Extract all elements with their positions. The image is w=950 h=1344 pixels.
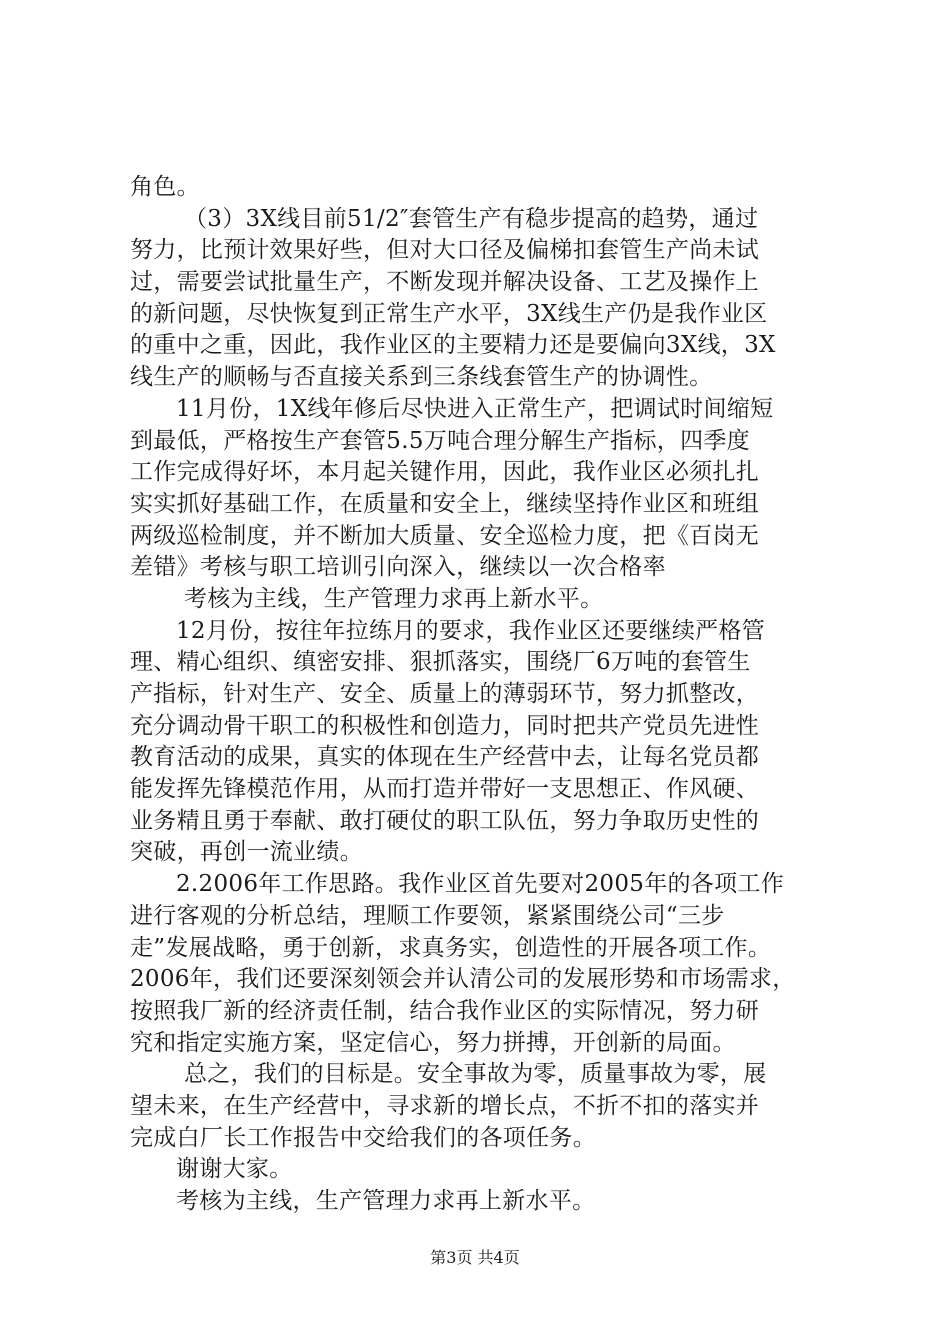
- text-line: 到最低，严格按生产套管5.5万吨合理分解生产指标，四季度: [130, 427, 750, 454]
- text-line: 考核为主线，生产管理力求再上新水平。: [184, 585, 604, 612]
- text-line: 望未来，在生产经营中，寻求新的增长点，不折不扣的落实并: [130, 1092, 760, 1119]
- page-number-footer: 第3页 共4页: [430, 1248, 520, 1267]
- text-line: 考核为主线，生产管理力求再上新水平。: [176, 1188, 596, 1214]
- text-line: （3）3X线目前51/2″套管生产有稳步提高的趋势，通过: [184, 205, 759, 232]
- text-line: 教育活动的成果，真实的体现在生产经营中去，让每名党员都: [130, 744, 760, 771]
- text-line: 理、精心组织、缜密安排、狠抓落实，围绕厂6万吨的套管生: [130, 649, 751, 676]
- text-line: 两级巡检制度，并不断加大质量、安全巡检力度，把《百岗无: [130, 522, 760, 549]
- text-line: 努力，比预计效果好些，但对大口径及偏梯扣套管生产尚未试: [130, 237, 760, 264]
- text-line: 差错》考核与职工培训引向深入，继续以一次合格率: [130, 554, 666, 581]
- text-line: 充分调动骨干职工的积极性和创造力，同时把共产党员先进性: [130, 712, 760, 739]
- text-line: 进行客观的分析总结，理顺工作要领，紧紧围绕公司“三步: [130, 902, 725, 929]
- text-line: 按照我厂新的经济责任制，结合我作业区的实际情况，努力研: [130, 997, 760, 1024]
- text-line: 究和指定实施方案，坚定信心，努力拼搏，开创新的局面。: [130, 1029, 736, 1056]
- text-line: 线生产的顺畅与否直接关系到三条线套管生产的协调性。: [130, 364, 713, 391]
- text-line: 能发挥先锋模范作用，从而打造并带好一支思想正、作风硬、: [130, 776, 760, 803]
- text-line: 11月份，1X线年修后尽快进入正常生产，把调试时间缩短: [176, 395, 774, 422]
- text-line: 完成白厂长工作报告中交给我们的各项任务。: [130, 1124, 596, 1151]
- body-text: [130, 172, 830, 1218]
- text-line: 的新问题，尽快恢复到正常生产水平，3X线生产仍是我作业区: [130, 300, 768, 327]
- text-line: 的重中之重，因此，我作业区的主要精力还是要偏向3X线，3X: [130, 332, 776, 359]
- text-line: 业务精且勇于奉献、敢打硬仗的职工队伍，努力争取历史性的: [130, 807, 760, 834]
- text-line: 角色。: [130, 174, 200, 200]
- text-line: 2.2006年工作思路。我作业区首先要对2005年的各项工作: [176, 871, 785, 898]
- text-line: 2006年，我们还要深刻领会并认清公司的发展形势和市场需求，: [130, 966, 796, 993]
- text-line: 突破，再创一流业绩。: [130, 839, 363, 866]
- text-line: 总之，我们的目标是。安全事故为零，质量事故为零，展: [184, 1061, 767, 1088]
- text-line: 工作完成得好坏，本月起关键作用，因此，我作业区必须扎扎: [130, 459, 760, 486]
- text-line: 走”发展战略，勇于创新，求真务实，创造性的开展各项工作。: [130, 934, 772, 961]
- text-line: 产指标，针对生产、安全、质量上的薄弱环节，努力抓整改，: [130, 681, 760, 707]
- text-line: 12月份，按往年拉练月的要求，我作业区还要继续严格管: [176, 617, 766, 644]
- text-line: 过，需要尝试批量生产，不断发现并解决设备、工艺及操作上: [130, 269, 760, 296]
- text-line: 谢谢大家。: [176, 1156, 293, 1183]
- text-line: 实实抓好基础工作，在质量和安全上，继续坚持作业区和班组: [130, 490, 760, 517]
